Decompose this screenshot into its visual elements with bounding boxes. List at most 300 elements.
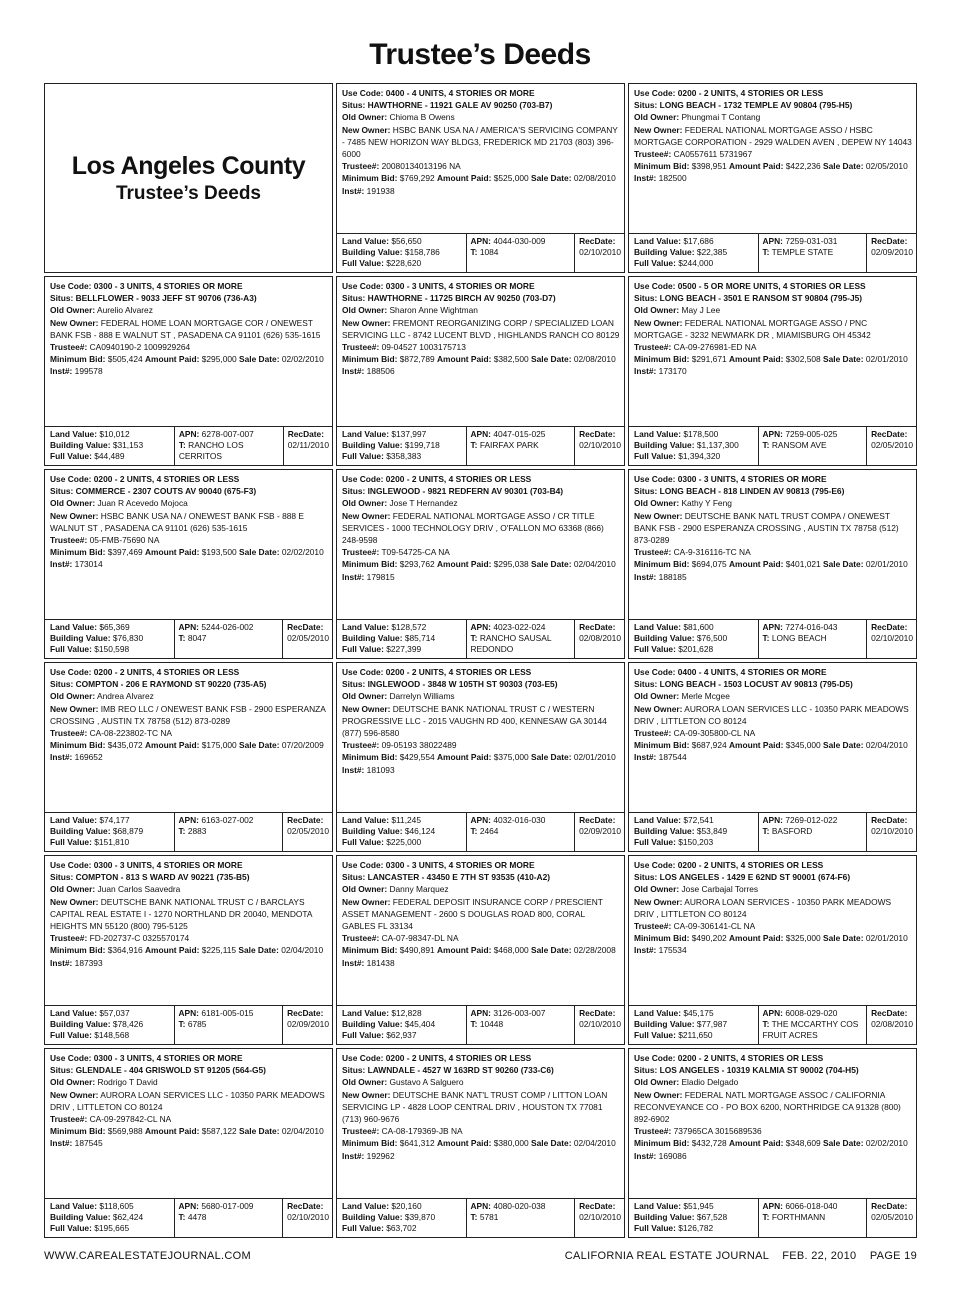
use-code-value: 0400 - 4 UNITS, 4 STORIES OR MORE (677, 667, 827, 677)
label-apn: APN: (470, 1201, 491, 1211)
land-value-value: $57,037 (99, 1008, 130, 1018)
label-recdate: RecDate: (871, 1008, 908, 1018)
label-recdate: RecDate: (871, 236, 908, 246)
t-value: 8047 (187, 633, 207, 643)
trustee-value: 09-05193 38022489 (381, 740, 457, 751)
building-value-value: $158,786 (404, 247, 440, 257)
label-amount-paid: Amount Paid: (728, 161, 784, 172)
amount-paid-value: $302,508 (785, 354, 821, 365)
trustee-value: CA-07-98347-DL NA (381, 933, 459, 944)
apn-column (175, 1006, 284, 1044)
situs-value: COMPTON - 206 E RAYMOND ST 90220 (735-A5) (75, 679, 267, 690)
land-value-value: $72,541 (683, 815, 714, 825)
label-building-value: Building Value: (50, 1019, 111, 1029)
label-inst: Inst#: (634, 571, 657, 582)
label-inst: Inst#: (634, 752, 657, 763)
trustee-value: CA0940190-2 1009929264 (89, 342, 191, 353)
land-value-value: $118,605 (99, 1201, 134, 1211)
apn-value: 5680-017-009 (201, 1201, 254, 1211)
label-apn: APN: (470, 429, 491, 439)
apn-column (175, 620, 284, 658)
min-bid-value: $872,789 (399, 354, 435, 365)
listing-details (45, 856, 332, 1006)
full-value-value: $228,620 (386, 258, 422, 268)
label-min-bid: Minimum Bid: (50, 945, 106, 956)
label-recdate: RecDate: (579, 1201, 616, 1211)
situs-value: LANCASTER - 43450 E 7TH ST 93535 (410-A2) (367, 872, 551, 883)
new-owner-value: HSBC BANK USA NA / AMERICA'S SERVICING COMPANY - 7485 NEW HORIZON WAY BLDG3, FREDERICK MD 21703 (803) 396-6000 (342, 124, 618, 160)
trustee-value: 737965CA 3015689536 (673, 1126, 762, 1137)
listing-card (336, 855, 625, 1045)
label-land-value: Land Value: (342, 429, 390, 439)
value-column (629, 234, 759, 272)
min-bid-value: $432,728 (691, 1138, 727, 1149)
label-new-owner: New Owner: (634, 124, 683, 135)
full-value-value: $148,568 (94, 1030, 130, 1040)
value-column (337, 1006, 467, 1044)
label-trustee: Trustee#: (50, 535, 88, 546)
recdate-value: 02/10/2010 (871, 633, 913, 643)
listing-card (44, 1048, 333, 1238)
label-use-code: Use Code: (50, 667, 92, 677)
land-value-value: $12,828 (391, 1008, 422, 1018)
listing-values (629, 427, 916, 465)
situs-value: INGLEWOOD - 3848 W 105TH ST 90303 (703-E5) (367, 679, 558, 690)
new-owner-value: AURORA LOAN SERVICES LLC - 10350 PARK MEADOWS DRIV , LITTLETON CO 80124 (634, 703, 909, 726)
listing-values (337, 813, 624, 851)
label-min-bid: Minimum Bid: (342, 945, 398, 956)
value-column (45, 1199, 175, 1237)
land-value-value: $45,175 (683, 1008, 714, 1018)
apn-value: 7259-031-031 (785, 236, 838, 246)
inst-value: 169652 (74, 752, 103, 763)
label-old-owner: Old Owner: (50, 1077, 96, 1088)
label-old-owner: Old Owner: (342, 305, 388, 316)
recdate-column (867, 1006, 916, 1044)
label-trustee: Trustee#: (342, 933, 380, 944)
label-old-owner: Old Owner: (342, 691, 388, 702)
listing-details (337, 277, 624, 427)
land-value-value: $128,572 (391, 622, 427, 632)
label-trustee: Trustee#: (634, 728, 672, 739)
label-sale-date: Sale Date: (531, 559, 572, 570)
label-inst: Inst#: (634, 173, 657, 184)
full-value-value: $211,650 (678, 1030, 713, 1040)
inst-value: 173170 (658, 366, 687, 377)
situs-value: GLENDALE - 404 GRISWOLD ST 91205 (564-G5) (75, 1065, 266, 1076)
new-owner-value: DEUTSCHE BANK NATL TRUST COMPA / ONEWEST BANK FSB - 2900 ESPERANZA CROSSING , AUSTIN TX 78758 (512) 873-0289 (634, 510, 899, 546)
trustee-value: CA-09-297842-CL NA (89, 1114, 172, 1125)
amount-paid-value: $422,236 (785, 161, 821, 172)
t-value: THE MCCARTHY COS FRUIT ACRES (762, 1019, 859, 1040)
label-old-owner: Old Owner: (634, 112, 680, 123)
t-value: RANCHO LOS CERRITOS (178, 440, 244, 461)
label-sale-date: Sale Date: (531, 173, 572, 184)
full-value-value: $151,810 (94, 837, 130, 847)
label-full-value: Full Value: (634, 1223, 676, 1233)
apn-column (467, 234, 576, 272)
value-column (45, 1006, 175, 1044)
apn-column (467, 1199, 576, 1237)
recdate-column (867, 813, 916, 851)
label-situs: Situs: (50, 1065, 74, 1076)
label-min-bid: Minimum Bid: (634, 354, 690, 365)
apn-value: 4080-020-038 (493, 1201, 546, 1211)
label-building-value: Building Value: (50, 826, 111, 836)
label-land-value: Land Value: (50, 429, 98, 439)
label-use-code: Use Code: (342, 1053, 384, 1063)
listing-details (629, 277, 916, 427)
label-situs: Situs: (342, 100, 366, 111)
value-column (45, 427, 175, 465)
use-code-value: 0200 - 2 UNITS, 4 STORIES OR LESS (93, 474, 240, 484)
apn-column (759, 813, 868, 851)
min-bid-value: $505,424 (107, 354, 143, 365)
situs-value: LOS ANGELES - 1429 E 62ND ST 90001 (674-F6) (659, 872, 851, 883)
label-t: T: (178, 1019, 186, 1029)
label-full-value: Full Value: (342, 1030, 384, 1040)
old-owner-value: Rodrigo T David (97, 1077, 158, 1088)
inst-value: 179815 (366, 571, 395, 582)
old-owner-value: Kathy Y Feng (681, 498, 732, 509)
new-owner-value: FEDERAL NATIONAL MORTGAGE ASSO / CR TITLE SERVICES - 1000 TECHNOLOGY DRIV , O'FALLON MO 63368 (866) 248-9598 (342, 510, 604, 546)
label-recdate: RecDate: (871, 815, 908, 825)
label-new-owner: New Owner: (50, 510, 99, 521)
label-inst: Inst#: (342, 185, 365, 196)
label-amount-paid: Amount Paid: (436, 752, 492, 763)
label-situs: Situs: (342, 486, 366, 497)
label-land-value: Land Value: (342, 1008, 390, 1018)
listing-details (629, 84, 916, 234)
label-use-code: Use Code: (634, 860, 676, 870)
land-value-value: $65,369 (99, 622, 130, 632)
t-value: LONG BEACH (771, 633, 827, 643)
label-apn: APN: (470, 815, 491, 825)
listing-details (629, 856, 916, 1006)
label-apn: APN: (762, 1008, 783, 1018)
label-recdate: RecDate: (287, 622, 324, 632)
label-min-bid: Minimum Bid: (50, 354, 106, 365)
listing-details (45, 1049, 332, 1199)
amount-paid-value: $225,115 (201, 945, 237, 956)
t-value: 2883 (187, 826, 207, 836)
amount-paid-value: $193,500 (201, 547, 237, 558)
label-amount-paid: Amount Paid: (144, 354, 200, 365)
label-amount-paid: Amount Paid: (144, 547, 200, 558)
land-value-value: $178,500 (683, 429, 719, 439)
building-value-value: $85,714 (404, 633, 436, 643)
label-new-owner: New Owner: (50, 896, 99, 907)
label-trustee: Trustee#: (50, 933, 88, 944)
label-full-value: Full Value: (50, 1223, 92, 1233)
land-value-value: $17,686 (683, 236, 714, 246)
use-code-value: 0300 - 3 UNITS, 4 STORIES OR MORE (385, 281, 535, 291)
min-bid-value: $641,312 (399, 1138, 435, 1149)
label-land-value: Land Value: (634, 429, 682, 439)
listing-row (44, 469, 917, 659)
label-min-bid: Minimum Bid: (50, 740, 106, 751)
new-owner-value: IMB REO LLC / ONEWEST BANK FSB - 2900 ESPERANZA CROSSING , AUSTIN TX 78758 (512) 873-0289 (50, 703, 326, 726)
label-old-owner: Old Owner: (634, 691, 680, 702)
recdate-column (575, 427, 624, 465)
label-recdate: RecDate: (287, 815, 324, 825)
label-new-owner: New Owner: (50, 1089, 99, 1100)
new-owner-value: FEDERAL NATL MORTGAGE ASSOC / CALIFORNIA RECONVEYANCE CO - PO BOX 6200, NORTHRIDGE CA 91328 (800) 892-6902 (634, 1089, 901, 1125)
full-value-value: $244,000 (678, 258, 714, 268)
county-header (44, 83, 333, 273)
t-value: RANSOM AVE (771, 440, 827, 450)
building-value-value: $39,870 (404, 1212, 436, 1222)
listing-row (44, 83, 917, 273)
label-sale-date: Sale Date: (531, 354, 572, 365)
label-use-code: Use Code: (50, 860, 92, 870)
value-column (337, 234, 467, 272)
situs-value: HAWTHORNE - 11921 GALE AV 90250 (703-B7) (367, 100, 553, 111)
label-use-code: Use Code: (50, 474, 92, 484)
apn-value: 5244-026-002 (201, 622, 254, 632)
label-full-value: Full Value: (50, 451, 92, 461)
amount-paid-value: $375,000 (493, 752, 529, 763)
old-owner-value: Jose T Hernandez (389, 498, 458, 509)
listings-grid (44, 83, 917, 1241)
listing-card (44, 469, 333, 659)
land-value-value: $137,997 (391, 429, 427, 439)
listing-card (44, 662, 333, 852)
new-owner-value: FEDERAL NATIONAL MORTGAGE ASSO / HSBC MORTGAGE CORPORATION - 2929 WALDEN AVEN , DEPEW NY 14043 (634, 124, 912, 147)
label-apn: APN: (470, 236, 491, 246)
listing-values (45, 427, 332, 465)
label-new-owner: New Owner: (50, 317, 99, 328)
label-old-owner: Old Owner: (50, 691, 96, 702)
trustee-value: FD-202737-C 0325570174 (89, 933, 190, 944)
situs-value: COMMERCE - 2307 COUTS AV 90040 (675-F3) (75, 486, 257, 497)
label-t: T: (762, 440, 770, 450)
label-land-value: Land Value: (342, 1201, 390, 1211)
full-value-value: $358,383 (386, 451, 422, 461)
min-bid-value: $364,916 (107, 945, 143, 956)
recdate-value: 02/09/2010 (871, 247, 913, 257)
label-apn: APN: (762, 815, 783, 825)
land-value-value: $20,160 (391, 1201, 422, 1211)
apn-value: 4032-016-030 (493, 815, 546, 825)
label-trustee: Trustee#: (634, 1126, 672, 1137)
label-amount-paid: Amount Paid: (728, 933, 784, 944)
min-bid-value: $769,292 (399, 173, 435, 184)
sale-date-value: 02/04/2010 (281, 945, 324, 956)
old-owner-value: Andrea Alvarez (97, 691, 154, 702)
full-value-value: $126,782 (678, 1223, 714, 1233)
value-column (45, 620, 175, 658)
listing-values (629, 234, 916, 272)
listing-card (628, 1048, 917, 1238)
amount-paid-value: $382,500 (493, 354, 529, 365)
t-value: 2464 (479, 826, 499, 836)
label-full-value: Full Value: (342, 258, 384, 268)
full-value-value: $227,399 (386, 644, 422, 654)
inst-value: 182500 (658, 173, 687, 184)
label-amount-paid: Amount Paid: (436, 559, 492, 570)
label-land-value: Land Value: (342, 236, 390, 246)
situs-value: LOS ANGELES - 10319 KALMIA ST 90002 (704-H5) (659, 1065, 859, 1076)
label-sale-date: Sale Date: (823, 161, 864, 172)
label-inst: Inst#: (342, 957, 365, 968)
building-value-value: $45,404 (404, 1019, 436, 1029)
label-situs: Situs: (342, 293, 366, 304)
inst-value: 199578 (74, 366, 103, 377)
full-value-value: $1,394,320 (678, 451, 721, 461)
label-old-owner: Old Owner: (634, 498, 680, 509)
land-value-value: $11,245 (391, 815, 421, 825)
situs-value: INGLEWOOD - 9821 REDFERN AV 90301 (703-B4) (367, 486, 564, 497)
listing-row (44, 855, 917, 1045)
listing-values (629, 1006, 916, 1044)
apn-value: 4023-022-024 (493, 622, 546, 632)
amount-paid-value: $175,000 (201, 740, 237, 751)
label-new-owner: New Owner: (342, 510, 391, 521)
label-t: T: (178, 826, 186, 836)
label-trustee: Trustee#: (50, 1114, 88, 1125)
min-bid-value: $397,469 (107, 547, 143, 558)
label-apn: APN: (178, 622, 199, 632)
listing-values (45, 813, 332, 851)
label-inst: Inst#: (342, 366, 365, 377)
label-new-owner: New Owner: (342, 317, 391, 328)
label-min-bid: Minimum Bid: (342, 354, 398, 365)
label-building-value: Building Value: (50, 633, 111, 643)
old-owner-value: Chioma B Owens (389, 112, 455, 123)
label-building-value: Building Value: (634, 826, 695, 836)
listing-card (44, 276, 333, 466)
land-value-value: $51,945 (683, 1201, 714, 1211)
footer-publication: CALIFORNIA REAL ESTATE JOURNAL FEB. 22, 2010 PAGE 19 (564, 1250, 917, 1262)
label-use-code: Use Code: (634, 281, 676, 291)
label-min-bid: Minimum Bid: (342, 173, 398, 184)
use-code-value: 0300 - 3 UNITS, 4 STORIES OR MORE (93, 281, 243, 291)
situs-value: LONG BEACH - 1732 TEMPLE AV 90804 (795-H5) (659, 100, 853, 111)
label-amount-paid: Amount Paid: (728, 1138, 784, 1149)
label-sale-date: Sale Date: (239, 1126, 280, 1137)
recdate-value: 02/11/2010 (287, 440, 329, 450)
label-new-owner: New Owner: (342, 896, 391, 907)
building-value-value: $67,528 (696, 1212, 728, 1222)
label-amount-paid: Amount Paid: (436, 945, 492, 956)
label-sale-date: Sale Date: (823, 1138, 864, 1149)
label-apn: APN: (762, 1201, 783, 1211)
building-value-value: $68,879 (112, 826, 144, 836)
label-sale-date: Sale Date: (823, 933, 864, 944)
full-value-value: $201,628 (678, 644, 714, 654)
listing-card (628, 276, 917, 466)
label-trustee: Trustee#: (342, 342, 380, 353)
new-owner-value: HSBC BANK USA NA / ONEWEST BANK FSB - 888 E WALNUT ST , PASADENA CA 91101 (626) 535-1615 (50, 510, 304, 533)
listing-card (44, 855, 333, 1045)
label-apn: APN: (178, 1201, 199, 1211)
label-old-owner: Old Owner: (342, 498, 388, 509)
building-value-value: $22,385 (696, 247, 728, 257)
value-column (629, 1006, 759, 1044)
new-owner-value: FEDERAL DEPOSIT INSURANCE CORP / PRESCIENT ASSET MANAGEMENT - 2600 S DOUGLAS ROAD 800, CORAL GABLES FL 33134 (342, 896, 603, 932)
label-amount-paid: Amount Paid: (436, 354, 492, 365)
label-building-value: Building Value: (342, 1019, 403, 1029)
label-apn: APN: (470, 622, 491, 632)
old-owner-value: Juan R Acevedo Mojoca (97, 498, 188, 509)
trustee-value: CA-09-306141-CL NA (673, 921, 756, 932)
sale-date-value: 02/01/2010 (573, 752, 616, 763)
label-inst: Inst#: (50, 559, 73, 570)
label-old-owner: Old Owner: (342, 1077, 388, 1088)
label-use-code: Use Code: (634, 667, 676, 677)
label-new-owner: New Owner: (634, 1089, 683, 1100)
recdate-column (575, 1199, 624, 1237)
use-code-value: 0300 - 3 UNITS, 4 STORIES OR MORE (677, 474, 827, 484)
listing-values (629, 813, 916, 851)
listing-values (45, 620, 332, 658)
full-value-value: $44,489 (94, 451, 125, 461)
recdate-value: 02/05/2010 (287, 826, 329, 836)
label-use-code: Use Code: (342, 860, 384, 870)
apn-column (175, 813, 284, 851)
value-column (337, 813, 467, 851)
sale-date-value: 02/08/2010 (573, 173, 616, 184)
label-building-value: Building Value: (634, 1212, 695, 1222)
listing-details (629, 1049, 916, 1199)
building-value-value: $77,987 (696, 1019, 728, 1029)
label-full-value: Full Value: (634, 837, 676, 847)
label-building-value: Building Value: (634, 633, 695, 643)
listing-details (337, 470, 624, 620)
label-min-bid: Minimum Bid: (342, 752, 398, 763)
recdate-value: 02/05/2010 (287, 633, 329, 643)
amount-paid-value: $525,000 (493, 173, 529, 184)
label-t: T: (470, 247, 478, 257)
min-bid-value: $291,671 (691, 354, 727, 365)
recdate-value: 02/10/2010 (287, 1212, 329, 1222)
label-t: T: (470, 633, 478, 643)
label-land-value: Land Value: (634, 236, 682, 246)
label-inst: Inst#: (634, 366, 657, 377)
label-recdate: RecDate: (579, 429, 616, 439)
label-new-owner: New Owner: (634, 510, 683, 521)
use-code-value: 0200 - 2 UNITS, 4 STORIES OR LESS (385, 667, 532, 677)
sale-date-value: 02/04/2010 (865, 740, 908, 751)
label-t: T: (762, 1212, 770, 1222)
recdate-column (575, 234, 624, 272)
label-new-owner: New Owner: (50, 703, 99, 714)
label-building-value: Building Value: (342, 1212, 403, 1222)
label-inst: Inst#: (50, 752, 73, 763)
label-full-value: Full Value: (634, 451, 676, 461)
use-code-value: 0200 - 2 UNITS, 4 STORIES OR LESS (93, 667, 240, 677)
label-apn: APN: (178, 429, 200, 439)
apn-column (467, 1006, 576, 1044)
min-bid-value: $569,988 (107, 1126, 143, 1137)
building-value-value: $76,830 (112, 633, 144, 643)
label-use-code: Use Code: (342, 474, 384, 484)
apn-column (759, 620, 868, 658)
label-building-value: Building Value: (634, 440, 695, 450)
recdate-column (283, 1006, 332, 1044)
new-owner-value: AURORA LOAN SERVICES - 10350 PARK MEADOWS DRIV , LITTLETON CO 80124 (634, 896, 892, 919)
apn-value: 6181-005-015 (201, 1008, 254, 1018)
use-code-value: 0400 - 4 UNITS, 4 STORIES OR MORE (385, 88, 535, 98)
label-apn: APN: (762, 429, 783, 439)
label-building-value: Building Value: (50, 440, 111, 450)
label-trustee: Trustee#: (634, 921, 672, 932)
recdate-value: 02/09/2010 (287, 1019, 329, 1029)
recdate-value: 02/08/2010 (579, 633, 621, 643)
label-situs: Situs: (342, 872, 366, 883)
inst-value: 169086 (658, 1150, 687, 1161)
